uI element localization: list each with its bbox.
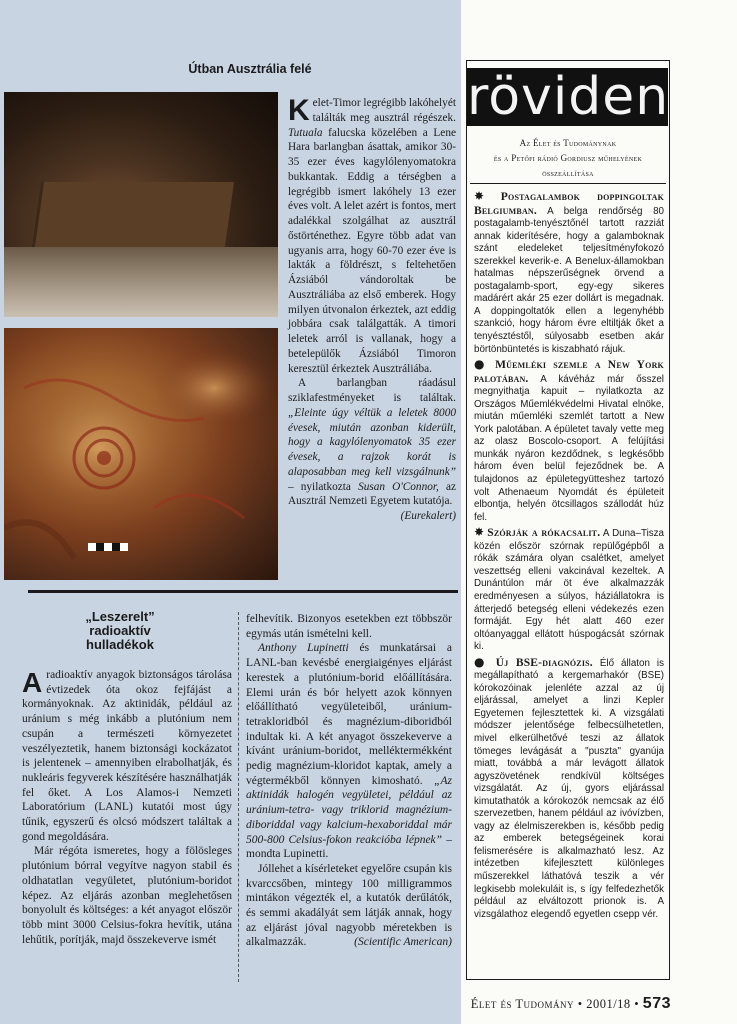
- rock-painting-pattern: [4, 328, 278, 580]
- article1-title: Útban Ausztrália felé: [188, 62, 312, 76]
- article2-column2: [246, 612, 452, 950]
- article2-column1: [22, 668, 232, 947]
- magazine-name: Élet és Tudomány: [470, 997, 575, 1011]
- sidebar-separator: [470, 183, 666, 184]
- article1-p1-start: elet-Timor legrégibb lakóhelyét találták meg ausztrál régészek.: [312, 97, 456, 124]
- article2-title-line3: hulladékok: [86, 637, 154, 652]
- article2-title: [55, 610, 185, 652]
- column-divider: [238, 612, 239, 982]
- sidebar-subtitle-line2: és a Petőfi rádió Gordiusz műhelyének: [493, 153, 643, 163]
- article1-place-name: Tutuala: [288, 126, 323, 139]
- sidebar-subtitle-line3: összeállítása: [542, 168, 594, 178]
- news-heading: Szórják a rókacsalit.: [487, 527, 601, 540]
- article2-title-line1: „Leszerelt”: [85, 609, 155, 624]
- page-footer: [396, 995, 671, 1013]
- article2-dropcap: A: [22, 667, 43, 698]
- article1-credit: (Eurekalert): [400, 510, 456, 522]
- sidebar-banner: röviden: [467, 67, 670, 127]
- article2-credit: (Scientific American): [354, 936, 452, 949]
- news-text: Élő állaton is megállapítható a kergemarhakór (BSE) kórokozóinak jelenléte azzal az új eljárással, amelyet a linzi Kepler Egyetemen fejlesztettek ki. A vizsgálati módszer jelentősége felbecsülhetetlen, mivel elkerülhetővé teszi az állatok tömeges levágását a "puszta" gyanúja miatt, továbbá a már levágott állatok agyszövetének rendkívül költséges vizsgálatát. Az új, gyors eljárással kimutathatók a kórokozók nemcsak az élő szervezetben, hanem például az ivóvízben, vagy az élelmiszerekben is, később pedig az emberek betegségeinek korai felismerésére is alkalmazható lesz. Az intézetben kifejlesztett különleges műszerekkel láthatóvá teszik a vér legkisebb molekuláit is, s így felfedezhetők például az elváltozott prionok is. A vizsgálathoz elegendő egyetlen csepp vér.: [474, 657, 664, 920]
- sidebar-subtitle-line1: Az Élet és Tudománynak: [519, 138, 617, 148]
- page-number: 573: [642, 995, 671, 1012]
- issue-number: • 2001/18 •: [577, 997, 640, 1011]
- news-item: [474, 526, 664, 653]
- bullet-icon: ●: [474, 654, 489, 669]
- article2-researcher-name: Anthony Lupinetti: [258, 642, 349, 655]
- cave-excavation-photo: [4, 92, 278, 317]
- bullet-icon: ●: [474, 357, 489, 372]
- sidebar-news-list: [474, 190, 664, 923]
- news-item: [474, 656, 664, 921]
- article1-body: [288, 96, 456, 524]
- article-divider: [28, 590, 458, 593]
- news-heading: Új BSE-diagnózis.: [495, 656, 593, 669]
- star-icon: ✸: [474, 189, 485, 203]
- scale-bar: [88, 543, 128, 551]
- rock-painting-photo: [4, 328, 278, 580]
- cave-floor: [4, 247, 278, 317]
- news-item: [474, 358, 664, 524]
- news-text: A kávéház már ősszel megnyithatja kapuit – nyilatkozta az Országos Műemlékvédelmi Hivatal elnöke, miután műemléki szemlét tartott a New York palotában. A épületet tavaly vette meg az olasz Boscolo-csoport. A felújítási munkák nyáron kezdődnek, s legkésőbb három éven belül fejeződnek be. A tulajdonos az épületegyütteshez tartozó volt Athenaeum Nyomdát és épületeit elbontja, helyén ötcsillagos szállodát húz fel.: [474, 373, 664, 523]
- news-heading: Postagalambok doppingoltak Belgiumban.: [474, 191, 664, 217]
- star-icon: ✸: [474, 525, 485, 540]
- article2-p2: Már régóta ismeretes, hogy a fölösleges plutónium bórral vegyítve nagyon stabil és oldhatatlan vegyületet, plutónium-boridot képez. Az eljárás azonban meglehetősen bonyolult és költséges: a két anyagot először több mint 3000 Celsius-fokra hevítik, utána lehűtik, porítják, majd összekeverve ismét: [22, 845, 232, 946]
- article2-p4: és munkatársai a LANL-ban kevésbé energiaigényes eljárást kerestek a plutónium-borid előállítására. Elemi urán és bór helyett azok könnyen előállítható vegyületeiből, uránium-tetrakloridból és magnézium-diboridból indultak ki. A két anyagot összekeverve a kívánt uránium-boridot, melléktermékként pedig magnézium-kloridot kaptak, amely a végtermékből könnyen kimosható.: [246, 642, 452, 787]
- article1-dropcap: K: [288, 94, 310, 127]
- news-item: [474, 190, 664, 356]
- article2-quote: „Az aktinidák halogén vegyületei, például az uránium-tetra- vagy triklorid magnézium-diboriddal vagy kalcium-hexaboriddal már 500-800 Celsius-fokon reakcióba lépnek”: [246, 774, 452, 846]
- article1-researcher-name: Susan O'Connor,: [358, 480, 439, 493]
- article1-quote: „Eleinte úgy véltük a leletek 8000 évesek, miután azonban kiderült, hogy a kagylólenyomatok 35 ezer évesek, a rajzok korát is alaposabban meg kell vizsgálnunk”: [288, 406, 456, 478]
- article2-p4-end: – mondta Lupinetti.: [246, 833, 452, 861]
- article1-p2-mid: – nyilatkozta: [288, 480, 359, 493]
- article2-p5: Jóllehet a kísérleteket egyelőre csupán kis kvarccsőben, mintegy 100 milligrammos mintákon végezték el, a kutatók derűlátók, és semmi akadályát sem látják annak, hogy az eljárást jóval nagyobb méretekben is alkalmazzák.: [246, 862, 452, 949]
- article1-p1-rest: falucska közelében a Lene Hara barlangban ásattak, amikor 30-35 ezer éves kagylólenyomatokra bukkantak. Eddig a térségben a legrégibb ismert lakóhely 13 ezer éves volt. A lelet azért is fontos, mert adalékkal szolgálhat az ausztrál őstörténethez. Egyre több adat van ugyanis arra, hogy 60-70 ezer éve is lakták a földrészt, s feltehetően Ázsiából vándoroltak be Ausztráliába az első emberek. Hogy milyen útvonalon érkeztek, azt eddig jobbára csak találgatták. A timori leletek arról is vallanak, hogy a betelepülők Ázsiából Timoron keresztül érkeztek Ausztráliába.: [288, 126, 456, 375]
- article2-p1: radioaktív anyagok biztonságos tárolása évtizedek óta okoz fejfájást a kormányoknak. Az aktinidák, például az uránium s még inkább a plutónium nem csupán a természeti környezetet veszélyeztetik, hanem biztonsági kockázatot is jelentenek – amennyiben elrabolhatják, és nukleáris fegyverek készítésére használhatják fel őket. A Los Alamos-i Nemzeti Laboratórium (LANL) kutatói most úgy tűnik, egyszerű és olcsó módszert találtak a gond megoldására.: [22, 669, 232, 843]
- news-text: A belga rendőrség 80 postagalamb-tenyésztőnél tartott razziát annak kiderítésére, hogy a galamboknak szánt eledeleket teljesítményfokozó szerekkel keverik-e. A Benelux-államokban hatalmas népszerűségnek örvend a postagalamb-sport, egy-egy sikeres madárért akár 25 ezer dollárt is megadnak. A doppingoltatók ellen a legenyhébb szankció, hogy három évre eltiltják őket a tenyésztéstől, súlyosabb esetben akár börtönbüntetés is kiszabható rájuk.: [474, 205, 664, 355]
- article1-p2-start: A barlangban ráadásul sziklafestményeket is találtak.: [288, 377, 456, 404]
- article2-p3: felhevítik. Bizonyos esetekben ezt többször egymás után ismételni kell.: [246, 613, 452, 640]
- sidebar-subtitle: [470, 136, 666, 181]
- article2-title-line2: radioaktív: [89, 623, 151, 638]
- article1-p2-end: az Ausztrál Nemzeti Egyetem kutatója.: [288, 480, 456, 508]
- news-text: A Duna–Tisza közén először szórnak repülőgépből a rókák számára olyan csalétket, amelyet veszettség elleni vakcinával kezeltek. A Dunántúlon már öt éve alkalmazzák eredményesen a súlyos, háziállatokra is átterjedő betegség elleni védekezés ezen formáját. Egy hét alatt 460 ezer oltóanyaggal ellátott húspogácsát szórnak ki.: [474, 528, 664, 653]
- news-heading: Műemléki szemle a New York palotában.: [474, 359, 664, 385]
